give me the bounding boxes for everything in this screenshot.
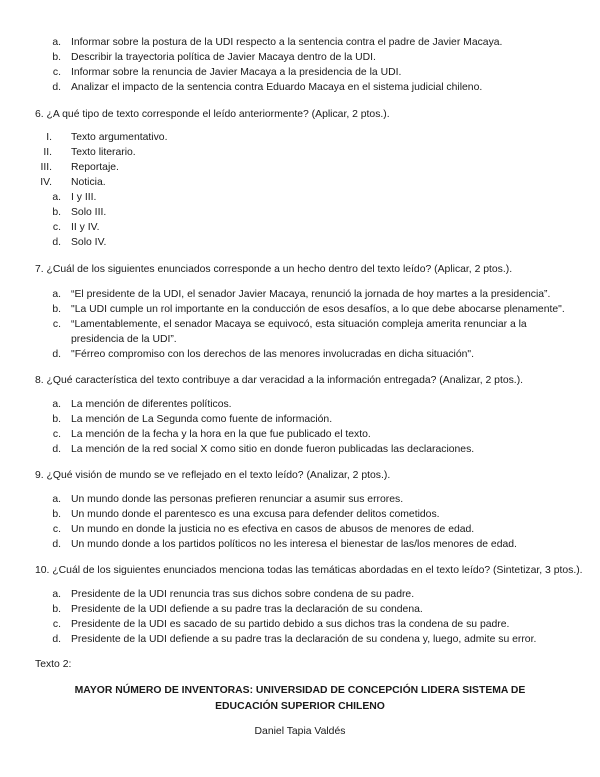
texto-2-label: Texto 2: xyxy=(35,659,72,670)
question-9: 9. ¿Qué visión de mundo se ve reflejado en el texto leído? (Analizar, 2 ptos.). xyxy=(35,470,391,481)
q5-options xyxy=(0,35,600,95)
list-item: b. Solo III. xyxy=(52,207,107,218)
list-item: a. La mención de diferentes políticos. xyxy=(52,399,232,410)
list-item: III. Reportaje. xyxy=(40,162,119,173)
list-item: a. I y III. xyxy=(52,192,97,203)
q6-roman-list xyxy=(0,130,600,190)
list-item: a. Informar sobre la postura de la UDI respecto a la sentencia contra el padre de Javier Macaya. xyxy=(52,37,503,48)
list-item: b. Un mundo donde el parentesco es una excusa para defender delitos cometidos. xyxy=(52,509,440,520)
list-item: d. Solo IV. xyxy=(52,237,107,248)
list-item: I. Texto argumentativo. xyxy=(46,132,168,143)
question-6: 6. ¿A qué tipo de texto corresponde el leído anteriormente? (Aplicar, 2 ptos.). xyxy=(35,109,390,120)
article-title: MAYOR NÚMERO DE INVENTORAS: UNIVERSIDAD DE CONCEPCIÓN LIDERA SISTEMA DE EDUCACIÓN SUPERIOR CHILENO xyxy=(74,685,526,712)
list-item: c. Informar sobre la renuncia de Javier Macaya a la presidencia de la UDI. xyxy=(52,67,402,78)
list-item: d. "Férreo compromiso con los derechos de las menores involucradas en dicha situación". xyxy=(52,349,474,360)
list-item: b. Presidente de la UDI defiende a su padre tras la declaración de su condena. xyxy=(52,604,423,615)
list-item: c. La mención de la fecha y la hora en la que fue publicado el texto. xyxy=(52,429,371,440)
q10-options xyxy=(0,587,600,647)
question-10: 10. ¿Cuál de los siguientes enunciados menciona todas las temáticas abordadas en el texto leído? (Sintetizar, 3 ptos.). xyxy=(35,565,583,576)
q6-options xyxy=(0,190,600,250)
list-item: d. Analizar el impacto de la sentencia contra Eduardo Macaya en el sistema judicial chileno. xyxy=(52,82,483,93)
article-author: Daniel Tapia Valdés xyxy=(254,726,346,737)
list-item: d. Un mundo donde a los partidos políticos no les interesa el bienestar de las/los menores de edad. xyxy=(52,539,517,550)
list-item: c. “Lamentablemente, el senador Macaya se equivocó, esta situación compleja amerita renunciar a la presidencia de la UDI”. xyxy=(52,319,527,345)
list-item: c. Presidente de la UDI es sacado de su partido debido a sus dichos tras la condena de su padre. xyxy=(52,619,510,630)
list-item: a. Un mundo donde las personas prefieren renunciar a asumir sus errores. xyxy=(52,494,404,505)
list-item: IV. Noticia. xyxy=(40,177,106,188)
list-item: d. Presidente de la UDI defiende a su padre tras la declaración de su condena y, luego, admite su error. xyxy=(52,634,537,645)
q9-options xyxy=(0,492,600,552)
list-item: c. II y IV. xyxy=(52,222,100,233)
list-item: b. "La UDI cumple un rol importante en la conducción de esos desafíos, a lo que debe abocarse plenamente". xyxy=(52,304,565,315)
list-item: II. Texto literario. xyxy=(43,147,136,158)
list-item: d. La mención de la red social X como sitio en donde fueron publicadas las declaraciones. xyxy=(52,444,475,455)
q7-options xyxy=(0,287,600,362)
list-item: a. “El presidente de la UDI, el senador Javier Macaya, renunció la jornada de hoy martes a la presidencia”. xyxy=(52,289,551,300)
list-item: c. Un mundo en donde la justicia no es efectiva en casos de abusos de menores de edad. xyxy=(52,524,475,535)
list-item: a. Presidente de la UDI renuncia tras sus dichos sobre condena de su padre. xyxy=(52,589,415,600)
question-7: 7. ¿Cuál de los siguientes enunciados corresponde a un hecho dentro del texto leído? (Aplicar, 2 ptos.). xyxy=(35,264,513,275)
list-item: b. La mención de La Segunda como fuente de información. xyxy=(52,414,333,425)
q8-options xyxy=(0,397,600,457)
list-item: b. Describir la trayectoria política de Javier Macaya dentro de la UDI. xyxy=(52,52,376,63)
question-8: 8. ¿Qué característica del texto contribuye a dar veracidad a la información entregada? (Analizar, 2 ptos.). xyxy=(35,375,524,386)
